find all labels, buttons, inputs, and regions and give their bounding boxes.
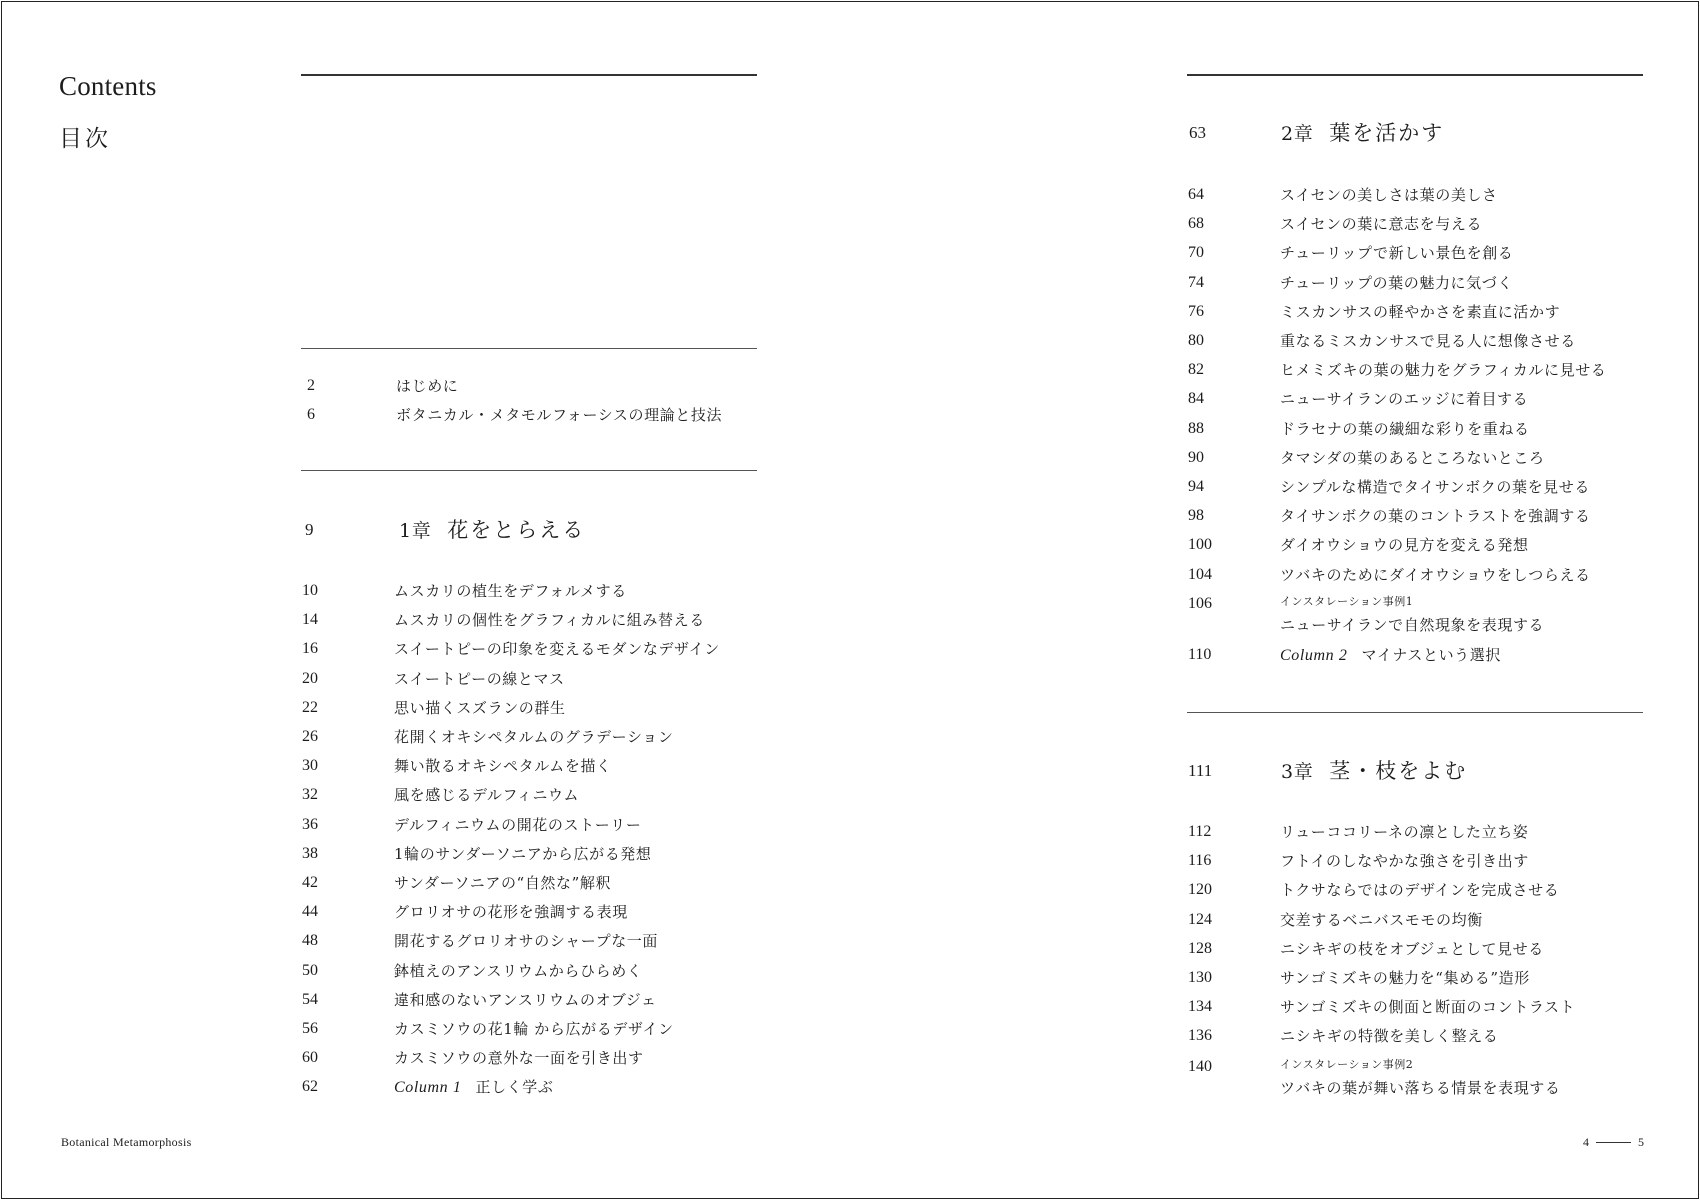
entry-title: リューココリーネの凛とした立ち姿 xyxy=(1280,823,1529,841)
page-number: 62 xyxy=(302,1078,318,1095)
entry-title: サンダーソニアの“自然な”解釈 xyxy=(394,874,612,892)
page-number: 80 xyxy=(1188,332,1204,349)
page-number: 140 xyxy=(1188,1058,1212,1075)
column-label: Column 2 xyxy=(1280,647,1348,664)
entry-title: ツバキの葉が舞い落ちる情景を表現する xyxy=(1280,1079,1561,1097)
chapter-number: 1章 xyxy=(399,520,432,542)
entry-title: 重なるミスカンサスで見る人に想像させる xyxy=(1280,332,1576,350)
page-number: 42 xyxy=(302,874,318,891)
entry-title: スイセンの葉に意志を与える xyxy=(1280,215,1483,234)
contents-heading: Contents xyxy=(59,71,157,101)
page-number: 76 xyxy=(1188,302,1204,320)
entry-title: 舞い散るオキシペタルムを描く xyxy=(394,757,612,776)
entry-title: スイセンの美しさは葉の美しさ xyxy=(1280,186,1498,204)
rule-chapter1 xyxy=(301,470,757,471)
page-number: 84 xyxy=(1188,390,1204,408)
page-number: 63 xyxy=(1189,123,1206,142)
rule-top-left xyxy=(301,74,757,76)
page-number: 112 xyxy=(1188,823,1212,840)
chapter-number: 2章 xyxy=(1281,123,1314,145)
entry-title xyxy=(1280,643,1501,668)
page-number: 64 xyxy=(1188,186,1204,203)
page-number: 128 xyxy=(1188,939,1212,957)
page-number: 32 xyxy=(302,786,318,804)
entry-title xyxy=(394,1075,554,1100)
rule-top-right xyxy=(1187,74,1643,76)
entry-title: ヒメミズキの葉の魅力をグラフィカルに見せる xyxy=(1280,361,1607,380)
page-number: 36 xyxy=(302,815,318,833)
entry-title: 交差するベニバスモモの均衡 xyxy=(1280,910,1483,929)
page-number-right: 5 xyxy=(1638,1135,1644,1149)
page-number: 116 xyxy=(1188,852,1212,870)
page-number: 88 xyxy=(1188,419,1204,437)
column-title: 正しく学ぶ xyxy=(475,1078,554,1096)
entry-title: ニシキギの枝をオブジェとして見せる xyxy=(1280,939,1544,958)
page-number: 22 xyxy=(302,698,318,716)
entry-title: ダイオウショウの見方を変える発想 xyxy=(1280,536,1529,555)
page-number-left: 4 xyxy=(1583,1135,1589,1149)
entry-title: スイートピーの印象を変えるモダンなデザイン xyxy=(394,640,720,659)
entry-title: 花開くオキシペタルムのグラデーション xyxy=(394,728,674,746)
page-number: 130 xyxy=(1188,969,1212,986)
column-title: マイナスという選択 xyxy=(1361,646,1501,664)
chapter-name: 葉を活かす xyxy=(1329,121,1445,145)
entry-title: デルフィニウムの開花のストーリー xyxy=(394,815,642,834)
chapter-name: 花をとらえる xyxy=(447,518,586,542)
rule-intro xyxy=(301,348,757,349)
chapter-title xyxy=(1281,756,1467,788)
entry-title: 開花するグロリオサのシャープな一面 xyxy=(394,932,659,951)
page-number: 106 xyxy=(1188,595,1212,612)
page-number: 10 xyxy=(302,582,318,599)
entry-title: 風を感じるデルフィニウム xyxy=(394,786,580,805)
page-number: 26 xyxy=(302,728,318,745)
entry-title: シンプルな構造でタイサンボクの葉を見せる xyxy=(1280,478,1590,496)
page-number: 9 xyxy=(305,520,314,539)
entry-title: 鉢植えのアンスリウムからひらめく xyxy=(394,961,643,980)
page-number: 20 xyxy=(302,669,318,687)
entry-title: 違和感のないアンスリウムのオブジェ xyxy=(394,990,657,1009)
page-number: 110 xyxy=(1188,646,1212,663)
page-number: 134 xyxy=(1188,998,1212,1016)
chapter-title xyxy=(399,515,585,547)
page-number: 98 xyxy=(1188,507,1204,525)
page-number: 6 xyxy=(307,406,315,423)
page-number: 60 xyxy=(302,1049,318,1067)
page-numbers-footer xyxy=(1583,1135,1644,1150)
column-label: Column 1 xyxy=(394,1079,462,1096)
rule-chapter3 xyxy=(1187,712,1643,713)
installation-label: インスタレーション事例1 xyxy=(1280,595,1414,608)
entry-title: ムスカリの個性をグラフィカルに組み替える xyxy=(394,611,705,630)
page-number: 50 xyxy=(302,961,318,979)
entry-title: フトイのしなやかな強さを引き出す xyxy=(1280,852,1529,871)
entry-title: スイートピーの線とマス xyxy=(394,669,565,688)
entry-title: 思い描くスズランの群生 xyxy=(394,698,566,717)
page-number: 124 xyxy=(1188,910,1212,928)
entry-title: はじめに xyxy=(396,377,459,395)
page-number: 38 xyxy=(302,844,318,862)
entry-title: カスミソウの意外な一面を引き出す xyxy=(394,1049,644,1068)
book-title-footer: Botanical Metamorphosis xyxy=(61,1135,192,1149)
chapter-name: 茎・枝をよむ xyxy=(1329,759,1468,783)
entry-title: 1輪のサンダーソニアから広がる発想 xyxy=(394,844,652,863)
entry-title: ボタニカル・メタモルフォーシスの理論と技法 xyxy=(396,406,723,424)
entry-title: カスミソウの花1輪 から広がるデザイン xyxy=(394,1020,674,1038)
entry-title: ムスカリの植生をデフォルメする xyxy=(394,582,627,600)
installation-label: インスタレーション事例2 xyxy=(1280,1058,1414,1071)
entry-title: ツバキのためにダイオウショウをしつらえる xyxy=(1280,565,1591,584)
page-number: 14 xyxy=(302,611,318,629)
page-number-dash xyxy=(1596,1142,1631,1143)
entry-title: サンゴミズキの側面と断面のコントラスト xyxy=(1280,998,1576,1017)
page-number: 120 xyxy=(1188,881,1212,899)
page-number: 90 xyxy=(1188,448,1204,466)
page-number: 44 xyxy=(302,903,318,921)
page-number: 16 xyxy=(302,640,318,658)
entry-title: チューリップで新しい景色を創る xyxy=(1280,244,1514,263)
page-number: 136 xyxy=(1188,1027,1212,1045)
contents-heading-ja: 目次 xyxy=(59,126,111,152)
entry-title: タイサンボクの葉のコントラストを強調する xyxy=(1280,507,1591,526)
entry-title: グロリオサの花形を強調する表現 xyxy=(394,903,628,922)
page-number: 94 xyxy=(1188,478,1204,495)
entry-title: ニシキギの特徴を美しく整える xyxy=(1280,1027,1499,1046)
entry-title: ニューサイランで自然現象を表現する xyxy=(1280,616,1545,634)
entry-title: ニューサイランのエッジに着目する xyxy=(1280,390,1529,409)
entry-title: トクサならではのデザインを完成させる xyxy=(1280,881,1560,900)
page-number: 104 xyxy=(1188,565,1212,583)
page-number: 100 xyxy=(1188,536,1212,554)
page-number: 70 xyxy=(1188,244,1204,262)
entry-title: チューリップの葉の魅力に気づく xyxy=(1280,273,1513,292)
entry-title: サンゴミズキの魅力を“集める”造形 xyxy=(1280,969,1530,987)
page-number: 74 xyxy=(1188,273,1204,291)
entry-title: タマシダの葉のあるところないところ xyxy=(1280,448,1545,467)
page-number: 48 xyxy=(302,932,318,950)
entry-title: ミスカンサスの軽やかさを素直に活かす xyxy=(1280,302,1561,321)
page-number: 54 xyxy=(302,990,318,1008)
page-number: 56 xyxy=(302,1020,318,1037)
page-number: 82 xyxy=(1188,361,1204,379)
page-number: 111 xyxy=(1188,761,1213,780)
entry-title: ドラセナの葉の繊細な彩りを重ねる xyxy=(1280,419,1530,438)
page-number: 68 xyxy=(1188,215,1204,233)
page-number: 30 xyxy=(302,757,318,775)
page-number: 2 xyxy=(307,377,315,394)
page-frame xyxy=(1,1,1699,1199)
chapter-title xyxy=(1281,118,1444,150)
chapter-number: 3章 xyxy=(1281,761,1314,783)
